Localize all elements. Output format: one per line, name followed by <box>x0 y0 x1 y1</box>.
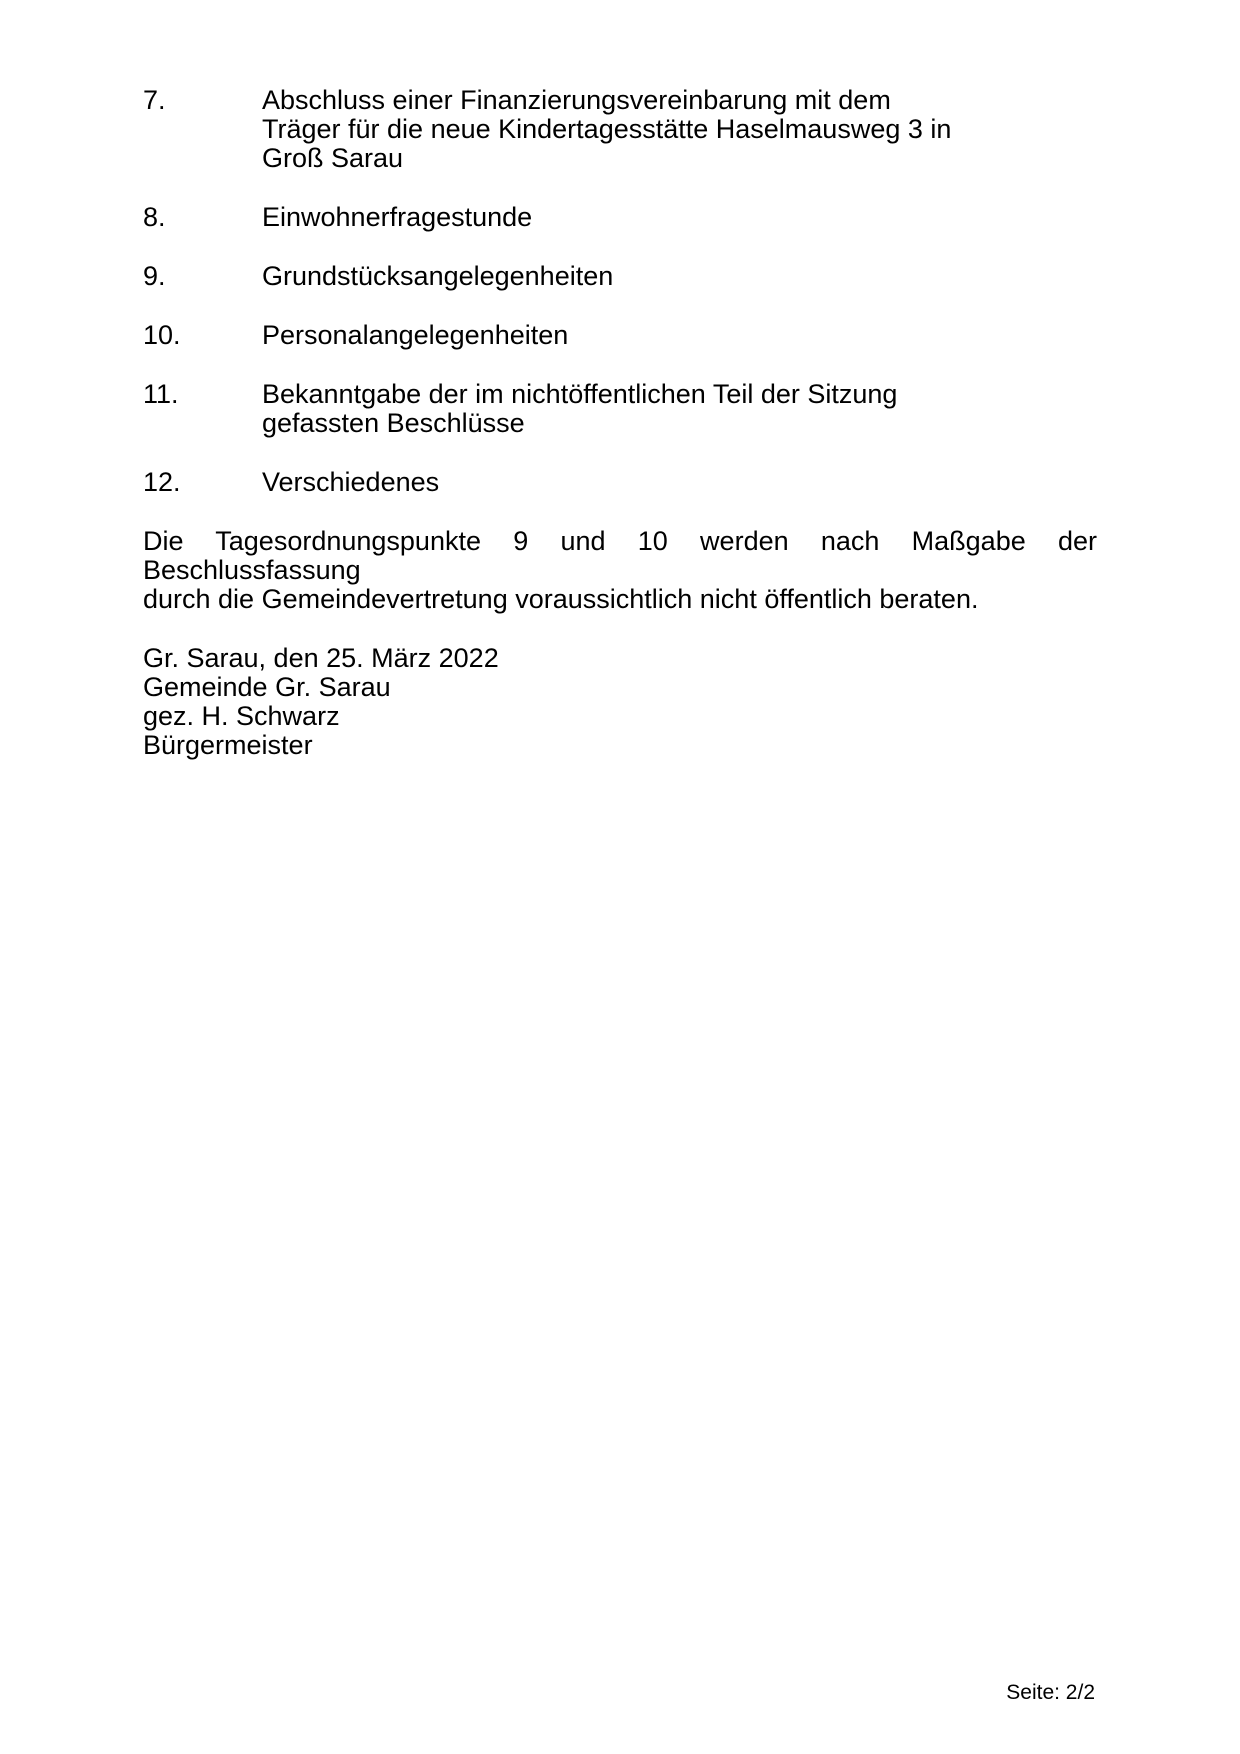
agenda-item-text-line: Verschiedenes <box>262 467 440 497</box>
agenda-item-text <box>262 380 1097 438</box>
agenda-item-12 <box>143 468 1097 497</box>
agenda-item-number: 11. <box>143 379 179 409</box>
agenda-item-text <box>262 203 1097 232</box>
agenda-item-text-line: Träger für die neue Kindertagesstätte Haselmausweg 3 in <box>262 114 952 144</box>
agenda-item-8 <box>143 203 1097 232</box>
agenda-item-10 <box>143 321 1097 350</box>
note-line: durch die Gemeindevertretung voraussichtlich nicht öffentlich beraten. <box>143 584 979 614</box>
page-footer: Seite: 2/2 <box>1006 1681 1095 1704</box>
agenda-item-text-line: gefassten Beschlüsse <box>262 408 525 438</box>
note-paragraph <box>143 527 1097 614</box>
agenda-item-text-line: Groß Sarau <box>262 143 404 173</box>
agenda-item-text <box>262 86 1097 173</box>
agenda-item-number: 12. <box>143 467 181 497</box>
signature-block <box>143 644 1097 760</box>
agenda-item-number: 9. <box>143 261 166 291</box>
agenda-item-number: 7. <box>143 85 166 115</box>
agenda-item-text-line: Einwohnerfragestunde <box>262 202 533 232</box>
note-line: Die Tagesordnungspunkte 9 und 10 werden nach Maßgabe der Beschlussfassung <box>143 526 1097 585</box>
agenda-item-9 <box>143 262 1097 291</box>
agenda-item-text-line: Abschluss einer Finanzierungsvereinbarung mit dem <box>262 85 891 115</box>
agenda-item-text <box>262 262 1097 291</box>
signature-title: Bürgermeister <box>143 730 313 760</box>
agenda-item-text <box>262 468 1097 497</box>
agenda-item-text <box>262 321 1097 350</box>
document-content <box>143 86 1097 760</box>
agenda-item-number: 8. <box>143 202 166 232</box>
agenda-item-number: 10. <box>143 320 181 350</box>
signature-name: gez. H. Schwarz <box>143 701 340 731</box>
signature-place-date: Gr. Sarau, den 25. März 2022 <box>143 643 499 673</box>
agenda-item-7 <box>143 86 1097 173</box>
agenda-item-text-line: Grundstücksangelegenheiten <box>262 261 614 291</box>
signature-municipality: Gemeinde Gr. Sarau <box>143 672 391 702</box>
agenda-item-text-line: Personalangelegenheiten <box>262 320 569 350</box>
agenda-item-11 <box>143 380 1097 438</box>
agenda-item-text-line: Bekanntgabe der im nichtöffentlichen Teil der Sitzung <box>262 379 898 409</box>
